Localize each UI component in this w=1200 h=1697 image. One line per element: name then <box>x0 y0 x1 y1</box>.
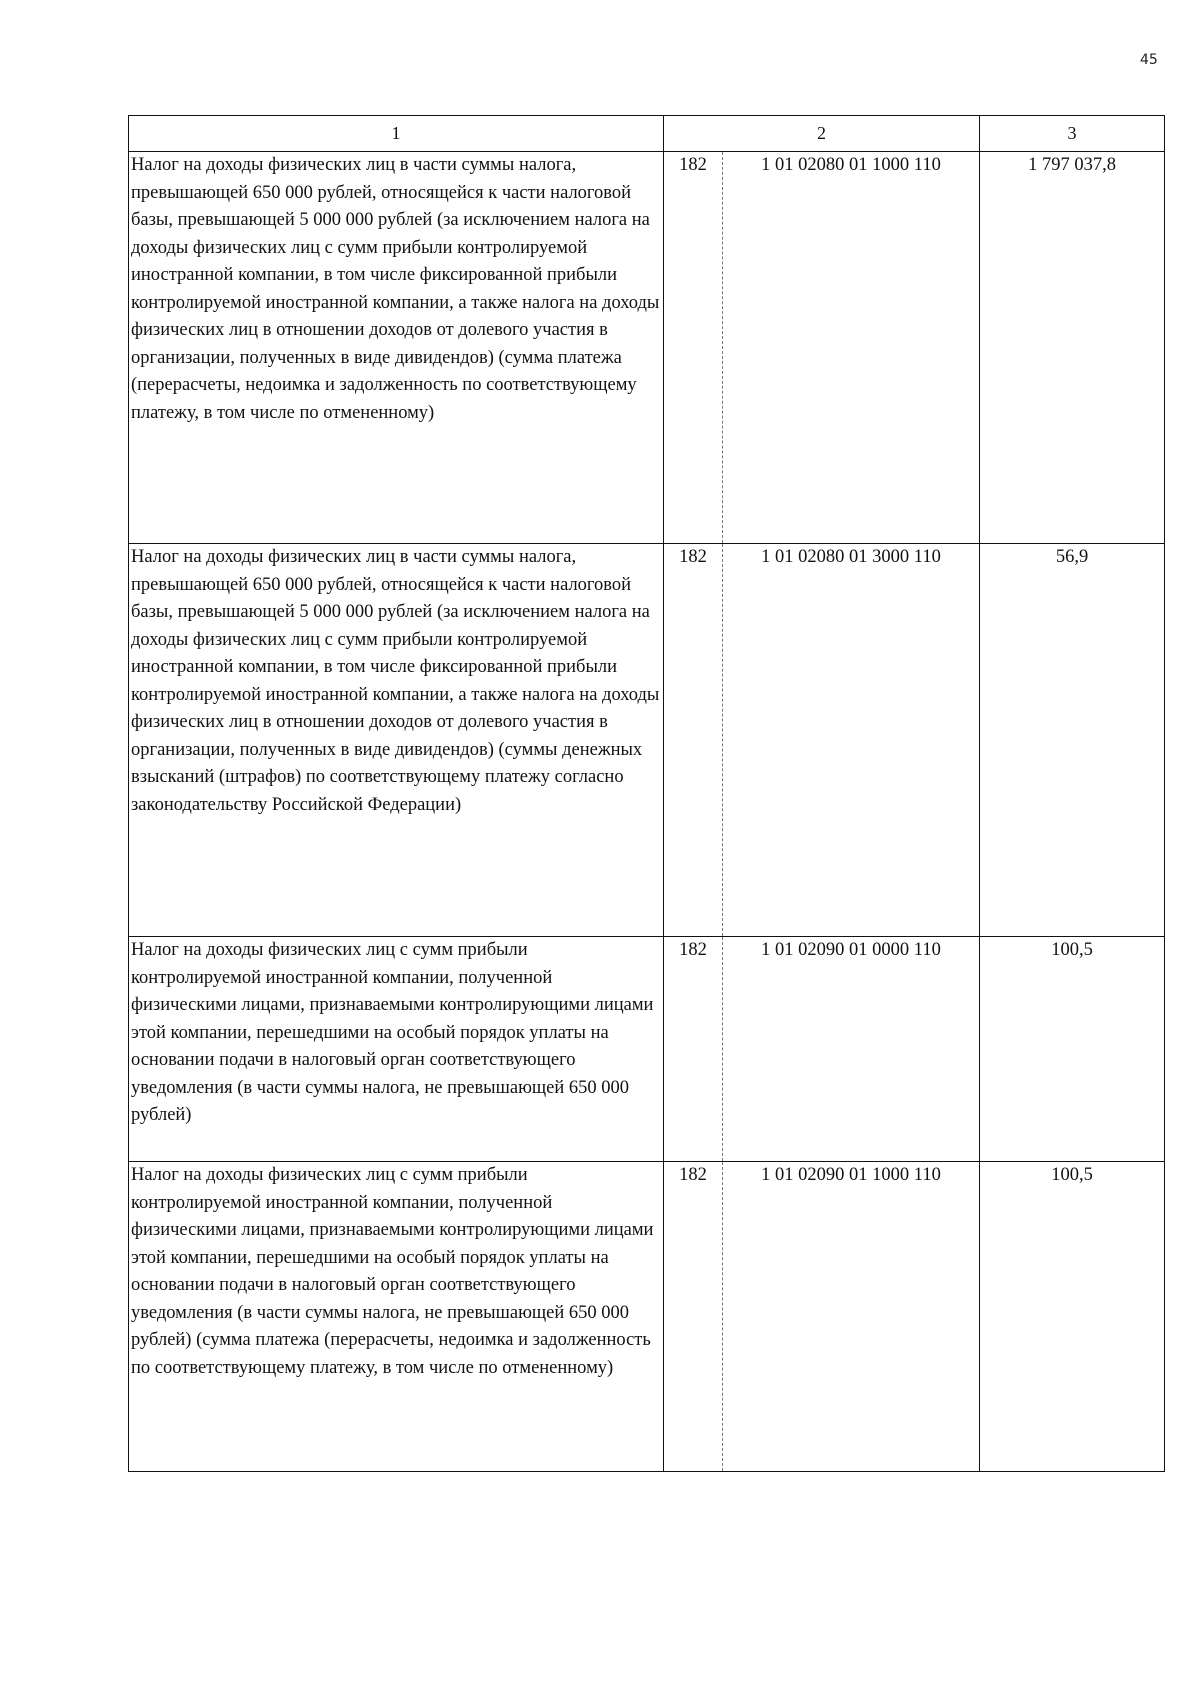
admin-code: 182 <box>664 937 723 1161</box>
table-row <box>129 152 1165 544</box>
row-name: Налог на доходы физических лиц с сумм прибыли контролируемой иностранной компании, полученной физическими лицами, признаваемыми контролирующими лицами этой компании, перешедшими на особый порядок уплаты на основании подачи в налоговый орган соответствующего уведомления (в части суммы налога, не превышающей 650 000 рублей) (сумма платежа (перерасчеты, недоимка и задолженность по соответствующему платежу, в том числе по отмененному) <box>131 1165 654 1378</box>
row-amount: 1 797 037,8 <box>980 152 1165 544</box>
row-name-cell <box>129 1162 664 1472</box>
table-row <box>129 937 1165 1162</box>
admin-code: 182 <box>664 544 723 936</box>
row-name: Налог на доходы физических лиц с сумм прибыли контролируемой иностранной компании, полученной физическими лицами, признаваемыми контролирующими лицами этой компании, перешедшими на особый порядок уплаты на основании подачи в налоговый орган соответствующего уведомления (в части суммы налога, не превышающей 650 000 рублей) <box>131 940 654 1125</box>
revenue-table <box>128 115 1165 1472</box>
header-col-1: 1 <box>129 116 664 152</box>
budget-classification-code: 1 01 02090 01 1000 110 <box>761 1165 941 1185</box>
row-name-cell <box>129 937 664 1162</box>
row-code-cell <box>664 937 980 1162</box>
row-amount: 100,5 <box>980 1162 1165 1472</box>
admin-code: 182 <box>664 152 723 543</box>
row-code-cell <box>664 1162 980 1472</box>
page-number: 45 <box>1140 52 1158 68</box>
budget-classification-code: 1 01 02090 01 0000 110 <box>761 940 941 960</box>
table-row <box>129 1162 1165 1472</box>
budget-classification-code: 1 01 02080 01 3000 110 <box>761 547 941 567</box>
row-amount: 56,9 <box>980 544 1165 937</box>
row-code-cell <box>664 152 980 544</box>
budget-classification-code: 1 01 02080 01 1000 110 <box>761 155 941 175</box>
table-row <box>129 544 1165 937</box>
row-amount: 100,5 <box>980 937 1165 1162</box>
row-name: Налог на доходы физических лиц в части суммы налога, превышающей 650 000 рублей, относящейся к части налоговой базы, превышающей 5 000 000 рублей (за исключением налога на доходы физических лиц с сумм прибыли контролируемой иностранной компании, в том числе фиксированной прибыли контролируемой иностранной компании, а также налога на доходы физических лиц в отношении доходов от долевого участия в организации, полученных в виде дивидендов) (суммы денежных взысканий (штрафов) по соответствующему платежу согласно законодательству Российской Федерации) <box>131 547 660 815</box>
header-col-3: 3 <box>980 116 1165 152</box>
admin-code: 182 <box>664 1162 723 1471</box>
table-header-row <box>129 116 1165 152</box>
row-name: Налог на доходы физических лиц в части суммы налога, превышающей 650 000 рублей, относящейся к части налоговой базы, превышающей 5 000 000 рублей (за исключением налога на доходы физических лиц с сумм прибыли контролируемой иностранной компании, в том числе фиксированной прибыли контролируемой иностранной компании, а также налога на доходы физических лиц в отношении доходов от долевого участия в организации, полученных в виде дивидендов) (сумма платежа (перерасчеты, недоимка и задолженность по соответствующему платежу, в том числе по отмененному) <box>131 155 660 423</box>
header-col-2: 2 <box>664 116 980 152</box>
row-code-cell <box>664 544 980 937</box>
row-name-cell <box>129 152 664 544</box>
row-name-cell <box>129 544 664 937</box>
